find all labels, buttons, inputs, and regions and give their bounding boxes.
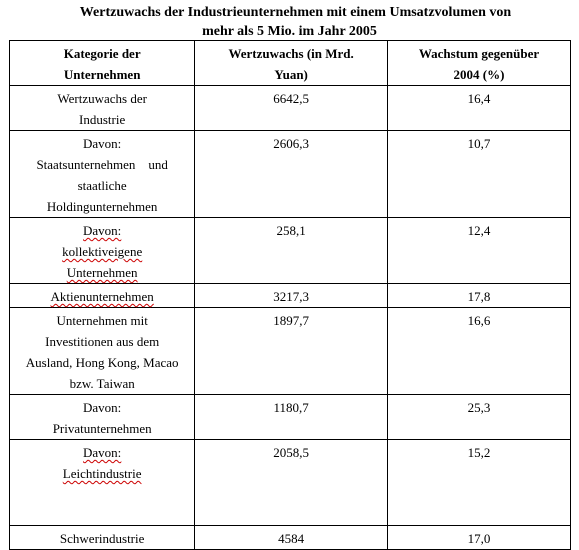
- category-line: staatliche: [77, 178, 127, 193]
- category-line: Davon:: [83, 445, 122, 460]
- category-line: Leichtindustrie: [62, 466, 142, 481]
- table-row: [10, 308, 571, 395]
- row-value: 4584: [195, 526, 388, 550]
- row-growth: 15,2: [387, 440, 570, 526]
- table-row: [10, 440, 571, 526]
- category-line: Unternehmen: [66, 265, 138, 280]
- category-line: Davon:: [83, 400, 122, 415]
- header-growth-line: 2004 (%): [453, 67, 505, 82]
- header-growth: [387, 41, 570, 86]
- header-category: [10, 41, 195, 86]
- title-line-2: mehr als 5 Mio. im Jahr 2005: [202, 24, 377, 39]
- row-category: [10, 131, 195, 218]
- category-line: Ausland, Hong Kong, Macao: [25, 355, 179, 370]
- header-growth-line: Wachstum gegenüber: [418, 46, 540, 61]
- category-line: Davon:: [83, 223, 122, 238]
- header-value: [195, 41, 388, 86]
- row-growth: 16,4: [387, 86, 570, 131]
- table-row: [10, 284, 571, 308]
- row-category: [10, 218, 195, 284]
- table-row: [10, 395, 571, 440]
- category-line: Holdingunternehmen: [46, 199, 158, 214]
- category-line: Wertzuwachs der: [57, 91, 147, 106]
- category-line: Investitionen aus dem: [45, 334, 160, 349]
- row-category: [10, 284, 195, 308]
- row-value: 2606,3: [195, 131, 388, 218]
- row-growth: 25,3: [387, 395, 570, 440]
- data-table: [9, 40, 571, 550]
- table-row: [10, 218, 571, 284]
- row-category: [10, 86, 195, 131]
- table-row: [10, 86, 571, 131]
- header-category-line: Unternehmen: [63, 67, 141, 82]
- header-category-line: Kategorie der: [63, 46, 141, 61]
- row-growth: 12,4: [387, 218, 570, 284]
- row-value: 3217,3: [195, 284, 388, 308]
- category-line: Schwerindustrie: [59, 531, 145, 546]
- header-value-line: Wertzuwachs (in Mrd.: [228, 46, 354, 61]
- row-value: 1897,7: [195, 308, 388, 395]
- category-line: Davon:: [83, 136, 122, 151]
- row-value: 2058,5: [195, 440, 388, 526]
- category-line: Staatsunternehmen und: [36, 157, 168, 172]
- row-growth: 16,6: [387, 308, 570, 395]
- row-category: [10, 440, 195, 526]
- category-line: bzw. Taiwan: [69, 376, 135, 391]
- category-line: kollektiveigene: [62, 244, 143, 259]
- row-category: [10, 308, 195, 395]
- table-header-row: [10, 41, 571, 86]
- category-line: Aktienunternehmen: [50, 289, 154, 304]
- header-value-line: Yuan): [274, 67, 308, 82]
- category-line: Privatunternehmen: [52, 421, 152, 436]
- row-category: [10, 395, 195, 440]
- category-line: Unternehmen mit: [56, 313, 148, 328]
- row-value: 258,1: [195, 218, 388, 284]
- title-line-1: Wertzuwachs der Industrieunternehmen mit einem Umsatzvolumen von: [79, 5, 512, 20]
- row-value: 6642,5: [195, 86, 388, 131]
- document-title: [0, 3, 579, 41]
- row-growth: 17,0: [387, 526, 570, 550]
- category-line: Industrie: [79, 112, 126, 127]
- row-growth: 10,7: [387, 131, 570, 218]
- row-growth: 17,8: [387, 284, 570, 308]
- table-row: [10, 131, 571, 218]
- row-value: 1180,7: [195, 395, 388, 440]
